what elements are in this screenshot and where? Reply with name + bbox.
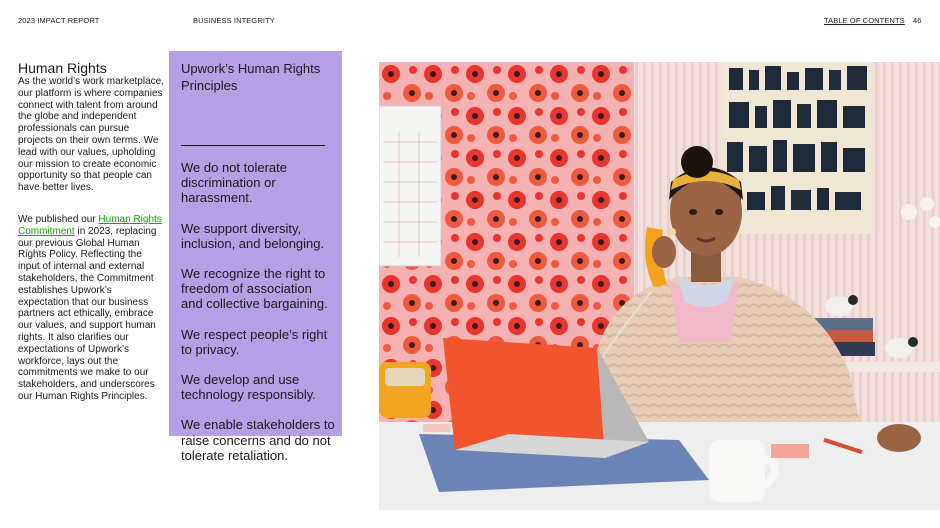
- sticky-notes: [771, 444, 809, 458]
- report-title: 2023 IMPACT REPORT: [18, 16, 100, 25]
- principles-list: [181, 160, 337, 478]
- principle-item: We respect people’s right to privacy.: [181, 326, 328, 357]
- panel-title: Upwork’s Human Rights Principles: [181, 61, 321, 93]
- panel-divider: [181, 145, 325, 146]
- principle-item: We do not tolerate discrimination or harassment.: [181, 160, 287, 206]
- section-label: BUSINESS INTEGRITY: [193, 16, 275, 25]
- office-photo: [379, 62, 940, 510]
- commitment-paragraph: [18, 214, 164, 403]
- office-illustration: [379, 62, 940, 510]
- commitment-prefix: We published our: [18, 213, 99, 225]
- principle-item: We enable stakeholders to raise concerns and do not tolerate retaliation.: [181, 417, 335, 463]
- principle-item: We support diversity, inclusion, and belonging.: [181, 220, 325, 251]
- human-rights-section: [18, 60, 164, 403]
- principle-item: We recognize the right to freedom of association and collective bargaining.: [181, 266, 328, 312]
- coffee-mug: [709, 440, 765, 502]
- page-number: 46: [913, 16, 922, 25]
- table-of-contents-link[interactable]: TABLE OF CONTENTS: [824, 16, 905, 25]
- section-title: Human Rights: [18, 60, 107, 76]
- human-rights-commitment-link[interactable]: Human Rights Commitment: [18, 213, 162, 237]
- intro-paragraph: As the world’s work marketplace, our platform is where companies connect with talent from around the globe and independent professionals can pursue projects on their own terms. We lead with our values, upholding our mission to create economic opportunity so that people can have better lives.: [18, 76, 164, 194]
- principle-item: We develop and use technology responsibly.: [181, 372, 316, 403]
- principles-panel: [169, 51, 342, 463]
- commitment-suffix: in 2023, replacing our previous Global Human Rights Policy. Reflecting the input of internal and external stakeholders, the Commitment establishes Upwork’s expectation that our business partners act ethically, embrace our values, and support human rights. It also clarifies our expectations of Upwork’s workforce, lays out the commitments we make to our stakeholders, and underscores our Human Rights Principles.: [18, 225, 157, 402]
